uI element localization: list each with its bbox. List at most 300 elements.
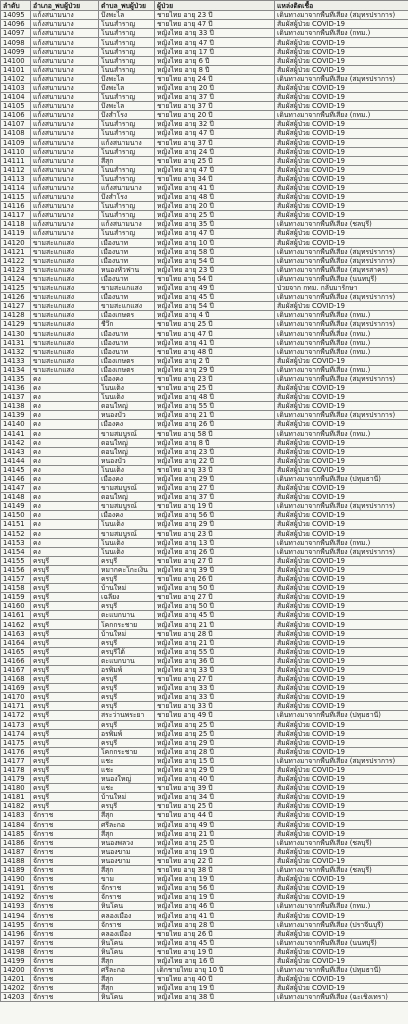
table-row	[1, 593, 408, 602]
table-row	[1, 584, 408, 593]
cell-district: ครบุรี	[31, 702, 99, 711]
cell-patient: ชายไทย อายุ 49 ปี	[155, 711, 275, 720]
cell-district: คง	[31, 529, 99, 538]
cell-subdistrict: ครบุรี	[99, 575, 155, 584]
cell-district: คง	[31, 384, 99, 393]
cell-order: 14173	[1, 720, 31, 729]
cell-subdistrict: โนนสำราญ	[99, 56, 155, 65]
cell-infection-source: สัมผัสผู้ป่วย COVID-19	[275, 565, 408, 574]
cell-order: 14188	[1, 856, 31, 865]
cell-patient: หญิงไทย อายุ 16 ปี	[155, 956, 275, 965]
cell-patient: หญิงไทย อายุ 26 ปี	[155, 547, 275, 556]
cell-subdistrict: เมืองนาท	[99, 347, 155, 356]
cell-patient: ชายไทย อายุ 47 ปี	[155, 20, 275, 29]
cell-infection-source: เดินทางมาจากพื้นที่เสี่ยง (กทม.)	[275, 111, 408, 120]
cell-subdistrict: ครบุรี	[99, 675, 155, 684]
cell-infection-source: สัมผัสผู้ป่วย COVID-19	[275, 38, 408, 47]
cell-subdistrict: ครบุรี	[99, 693, 155, 702]
table-row	[1, 829, 408, 838]
cell-subdistrict: โนนเต็ง	[99, 538, 155, 547]
cell-subdistrict: สีสุก	[99, 956, 155, 965]
table-row	[1, 284, 408, 293]
cell-order: 14134	[1, 365, 31, 374]
cell-infection-source: สัมผัสผู้ป่วย COVID-19	[275, 56, 408, 65]
table-row	[1, 665, 408, 674]
cell-order: 14151	[1, 520, 31, 529]
cell-order: 14193	[1, 902, 31, 911]
cell-district: ขามสะแกแสง	[31, 284, 99, 293]
cell-order: 14099	[1, 47, 31, 56]
table-row	[1, 629, 408, 638]
cell-infection-source: สัมผัสผู้ป่วย COVID-19	[275, 775, 408, 784]
table-row	[1, 875, 408, 884]
cell-infection-source: สัมผัสผู้ป่วย COVID-19	[275, 93, 408, 102]
table-row	[1, 438, 408, 447]
cell-infection-source: เดินทางมาจากพื้นที่เสี่ยง (กทม.)	[275, 429, 408, 438]
cell-infection-source: ป่วยจาก กทม. กลับมารักษา	[275, 284, 408, 293]
cell-order: 14143	[1, 447, 31, 456]
cell-infection-source: สัมผัสผู้ป่วย COVID-19	[275, 856, 408, 865]
cell-infection-source: สัมผัสผู้ป่วย COVID-19	[275, 556, 408, 565]
cell-district: จักราช	[31, 966, 99, 975]
cell-patient: หญิงไทย อายุ 17 ปี	[155, 47, 275, 56]
header-subdistrict: ตำบล_พบผู้ป่วย	[99, 1, 155, 11]
cell-subdistrict: ครบุรี	[99, 720, 155, 729]
cell-order: 14118	[1, 220, 31, 229]
cell-infection-source: สัมผัสผู้ป่วย COVID-19	[275, 238, 408, 247]
cell-patient: หญิงไทย อายุ 41 ปี	[155, 911, 275, 920]
cell-patient: หญิงไทย อายุ 27 ปี	[155, 484, 275, 493]
cell-subdistrict: สีสุก	[99, 829, 155, 838]
cell-order: 14161	[1, 611, 31, 620]
cell-subdistrict: จักราช	[99, 884, 155, 893]
cell-order: 14201	[1, 975, 31, 984]
cell-subdistrict: ศรีละกอ	[99, 966, 155, 975]
cell-infection-source: สัมผัสผู้ป่วย COVID-19	[275, 738, 408, 747]
cell-order: 14105	[1, 102, 31, 111]
cell-district: ครบุรี	[31, 756, 99, 765]
cell-district: ครบุรี	[31, 675, 99, 684]
cell-subdistrict: โนนเต็ง	[99, 393, 155, 402]
cell-order: 14197	[1, 938, 31, 947]
cell-subdistrict: บึงพะไล	[99, 74, 155, 83]
table-row	[1, 702, 408, 711]
cell-subdistrict: อรพิมพ์	[99, 665, 155, 674]
cell-district: ขามสะแกแสง	[31, 347, 99, 356]
cell-infection-source: เดินทางมาจากพื้นที่เสี่ยง (กทม.)	[275, 311, 408, 320]
cell-district: จักราช	[31, 838, 99, 847]
cell-subdistrict: ครบุรี	[99, 802, 155, 811]
cell-patient: หญิงไทย อายุ 35 ปี	[155, 220, 275, 229]
cell-district: ครบุรี	[31, 602, 99, 611]
table-row	[1, 938, 408, 947]
cell-infection-source: สัมผัสผู้ป่วย COVID-19	[275, 202, 408, 211]
cell-subdistrict: บ้านใหม่	[99, 793, 155, 802]
cell-infection-source: สัมผัสผู้ป่วย COVID-19	[275, 684, 408, 693]
cell-infection-source: เดินทางมาจากพื้นที่เสี่ยง (สมุทรปราการ)	[275, 411, 408, 420]
cell-district: แก้งสนามนาง	[31, 65, 99, 74]
cell-infection-source: สัมผัสผู้ป่วย COVID-19	[275, 584, 408, 593]
cell-infection-source: สัมผัสผู้ป่วย COVID-19	[275, 675, 408, 684]
cell-subdistrict: ขามสมบูรณ์	[99, 484, 155, 493]
table-row	[1, 693, 408, 702]
cell-district: ครบุรี	[31, 620, 99, 629]
table-row	[1, 520, 408, 529]
table-row	[1, 729, 408, 738]
cell-subdistrict: หนองใหญ่	[99, 775, 155, 784]
cell-order: 14167	[1, 665, 31, 674]
cell-patient: หญิงไทย อายุ 48 ปี	[155, 393, 275, 402]
cell-infection-source: สัมผัสผู้ป่วย COVID-19	[275, 802, 408, 811]
cell-subdistrict: โนนสำราญ	[99, 211, 155, 220]
cell-patient: หญิงไทย อายุ 33 ปี	[155, 29, 275, 38]
cell-subdistrict: สีสุก	[99, 156, 155, 165]
cell-infection-source: เดินทางมาจากพื้นที่เสี่ยง (ชลบุรี)	[275, 838, 408, 847]
cell-patient: หญิงไทย อายุ 21 ปี	[155, 411, 275, 420]
cell-patient: หญิงไทย อายุ 25 ปี	[155, 211, 275, 220]
case-table-body	[1, 11, 408, 1002]
cell-order: 14160	[1, 602, 31, 611]
table-row	[1, 429, 408, 438]
cell-subdistrict: เมืองคง	[99, 420, 155, 429]
cell-order: 14168	[1, 675, 31, 684]
cell-order: 14185	[1, 829, 31, 838]
cell-district: ครบุรี	[31, 720, 99, 729]
cell-district: ครบุรี	[31, 656, 99, 665]
cell-patient: ชายไทย อายุ 44 ปี	[155, 811, 275, 820]
cell-subdistrict: โนนเต็ง	[99, 520, 155, 529]
cell-patient: ชายไทย อายุ 26 ปี	[155, 575, 275, 584]
cell-infection-source: สัมผัสผู้ป่วย COVID-19	[275, 884, 408, 893]
cell-district: คง	[31, 374, 99, 383]
cell-subdistrict: โนนสำราญ	[99, 229, 155, 238]
cell-patient: หญิงไทย อายุ 37 ปี	[155, 493, 275, 502]
cell-infection-source: เดินทางมาจากพื้นที่เสี่ยง (กทม.)	[275, 538, 408, 547]
table-row	[1, 447, 408, 456]
table-row	[1, 183, 408, 192]
table-row	[1, 920, 408, 929]
cell-district: จักราช	[31, 884, 99, 893]
cell-patient: ชายไทย อายุ 37 ปี	[155, 138, 275, 147]
cell-patient: หญิงไทย อายุ 15 ปี	[155, 756, 275, 765]
cell-subdistrict: โนนสำราญ	[99, 38, 155, 47]
cell-infection-source: สัมผัสผู้ป่วย COVID-19	[275, 602, 408, 611]
cell-order: 14199	[1, 956, 31, 965]
cell-subdistrict: ชีวึก	[99, 320, 155, 329]
cell-order: 14149	[1, 502, 31, 511]
cell-infection-source: เดินทางมาจากพื้นที่เสี่ยง (กทม.)	[275, 365, 408, 374]
cell-patient: หญิงไทย อายุ 45 ปี	[155, 611, 275, 620]
cell-patient: หญิงไทย อายุ 47 ปี	[155, 129, 275, 138]
cell-patient: ชายไทย อายุ 23 ปี	[155, 11, 275, 20]
cell-infection-source: เดินทางมาจากพื้นที่เสี่ยง (ชลบุรี)	[275, 866, 408, 875]
cell-district: ครบุรี	[31, 611, 99, 620]
cell-infection-source: สัมผัสผู้ป่วย COVID-19	[275, 656, 408, 665]
cell-infection-source: สัมผัสผู้ป่วย COVID-19	[275, 393, 408, 402]
table-row	[1, 802, 408, 811]
cell-district: ครบุรี	[31, 784, 99, 793]
cell-subdistrict: เมืองคง	[99, 474, 155, 483]
cell-infection-source: สัมผัสผู้ป่วย COVID-19	[275, 929, 408, 938]
cell-district: คง	[31, 538, 99, 547]
table-row	[1, 765, 408, 774]
cell-district: จักราช	[31, 956, 99, 965]
cell-patient: ชายไทย อายุ 23 ปี	[155, 374, 275, 383]
cell-infection-source: สัมผัสผู้ป่วย COVID-19	[275, 511, 408, 520]
cell-infection-source: สัมผัสผู้ป่วย COVID-19	[275, 174, 408, 183]
cell-order: 14189	[1, 866, 31, 875]
cell-infection-source: สัมผัสผู้ป่วย COVID-19	[275, 456, 408, 465]
table-row	[1, 456, 408, 465]
cell-order: 14172	[1, 711, 31, 720]
cell-infection-source: สัมผัสผู้ป่วย COVID-19	[275, 356, 408, 365]
cell-patient: ชายไทย อายุ 22 ปี	[155, 856, 275, 865]
cell-infection-source: สัมผัสผู้ป่วย COVID-19	[275, 447, 408, 456]
cell-subdistrict: แชะ	[99, 765, 155, 774]
cell-infection-source: สัมผัสผู้ป่วย COVID-19	[275, 693, 408, 702]
cell-order: 14198	[1, 947, 31, 956]
table-row	[1, 129, 408, 138]
table-row	[1, 956, 408, 965]
cell-district: ขามสะแกแสง	[31, 302, 99, 311]
cell-subdistrict: โคกกระชาย	[99, 620, 155, 629]
cell-subdistrict: โนนเต็ง	[99, 384, 155, 393]
cell-infection-source: สัมผัสผู้ป่วย COVID-19	[275, 975, 408, 984]
table-row	[1, 529, 408, 538]
cell-order: 14128	[1, 311, 31, 320]
cell-patient: หญิงไทย อายุ 2 ปี	[155, 356, 275, 365]
cell-infection-source: เดินทางมาจากพื้นที่เสี่ยง (สมุทรปราการ)	[275, 256, 408, 265]
cell-patient: เด็กชายไทย อายุ 10 ปี	[155, 966, 275, 975]
cell-infection-source: สัมผัสผู้ป่วย COVID-19	[275, 847, 408, 856]
cell-subdistrict: ขามสะแกแสง	[99, 302, 155, 311]
cell-order: 14096	[1, 20, 31, 29]
cell-district: ครบุรี	[31, 775, 99, 784]
cell-district: ครบุรี	[31, 629, 99, 638]
cell-patient: หญิงไทย อายุ 55 ปี	[155, 647, 275, 656]
cell-order: 14148	[1, 493, 31, 502]
cell-infection-source: เดินทางมาจากพื้นที่เสี่ยง (สมุทรปราการ)	[275, 502, 408, 511]
cell-district: แก้งสนามนาง	[31, 111, 99, 120]
cell-patient: หญิงไทย อายุ 22 ปี	[155, 456, 275, 465]
cell-order: 14137	[1, 393, 31, 402]
table-row	[1, 120, 408, 129]
cell-district: ครบุรี	[31, 638, 99, 647]
cell-patient: หญิงไทย อายุ 56 ปี	[155, 511, 275, 520]
cell-infection-source: สัมผัสผู้ป่วย COVID-19	[275, 520, 408, 529]
cell-infection-source: สัมผัสผู้ป่วย COVID-19	[275, 956, 408, 965]
cell-subdistrict: เมืองนาท	[99, 293, 155, 302]
cell-patient: หญิงไทย อายุ 4 ปี	[155, 311, 275, 320]
cell-patient: หญิงไทย อายุ 58 ปี	[155, 247, 275, 256]
cell-patient: ชายไทย อายุ 34 ปี	[155, 174, 275, 183]
table-row	[1, 356, 408, 365]
cell-subdistrict: แชะ	[99, 756, 155, 765]
cell-patient: หญิงไทย อายุ 29 ปี	[155, 765, 275, 774]
cell-order: 14156	[1, 565, 31, 574]
cell-district: จักราช	[31, 920, 99, 929]
table-row	[1, 193, 408, 202]
cell-subdistrict: ดอนใหญ่	[99, 402, 155, 411]
cell-order: 14112	[1, 165, 31, 174]
cell-order: 14183	[1, 811, 31, 820]
table-row	[1, 229, 408, 238]
cell-subdistrict: ครบุรี	[99, 556, 155, 565]
cell-patient: หญิงไทย อายุ 47 ปี	[155, 165, 275, 174]
cell-subdistrict: โคกกระชาย	[99, 747, 155, 756]
cell-district: คง	[31, 447, 99, 456]
cell-order: 14135	[1, 374, 31, 383]
cell-subdistrict: เมืองคง	[99, 511, 155, 520]
cell-patient: หญิงไทย อายุ 19 ปี	[155, 984, 275, 993]
cell-subdistrict: ครบุรี	[99, 702, 155, 711]
cell-patient: หญิงไทย อายุ 39 ปี	[155, 565, 275, 574]
cell-district: แก้งสนามนาง	[31, 183, 99, 192]
cell-district: แก้งสนามนาง	[31, 156, 99, 165]
cell-patient: หญิงไทย อายุ 23 ปี	[155, 265, 275, 274]
cell-infection-source: สัมผัสผู้ป่วย COVID-19	[275, 47, 408, 56]
cell-patient: หญิงไทย อายุ 37 ปี	[155, 93, 275, 102]
cell-infection-source: เดินทางมาจากพื้นที่เสี่ยง (ปทุมธานี)	[275, 711, 408, 720]
cell-order: 14174	[1, 729, 31, 738]
cell-infection-source: สัมผัสผู้ป่วย COVID-19	[275, 620, 408, 629]
cell-district: ครบุรี	[31, 565, 99, 574]
table-row	[1, 484, 408, 493]
cell-patient: หญิงไทย อายุ 54 ปี	[155, 302, 275, 311]
cell-infection-source: สัมผัสผู้ป่วย COVID-19	[275, 820, 408, 829]
table-row	[1, 411, 408, 420]
cell-patient: หญิงไทย อายุ 19 ปี	[155, 847, 275, 856]
cell-district: แก้งสนามนาง	[31, 202, 99, 211]
table-row	[1, 511, 408, 520]
cell-infection-source: เดินทางมาจากพื้นที่เสี่ยง (สมุทรปราการ)	[275, 247, 408, 256]
cell-infection-source: เดินทางมาจากพื้นที่เสี่ยง (ปทุมธานี)	[275, 474, 408, 483]
cell-infection-source: สัมผัสผู้ป่วย COVID-19	[275, 875, 408, 884]
cell-order: 14113	[1, 174, 31, 183]
header-row	[1, 1, 408, 11]
cell-infection-source: สัมผัสผู้ป่วย COVID-19	[275, 811, 408, 820]
table-row	[1, 111, 408, 120]
cell-patient: หญิงไทย อายุ 36 ปี	[155, 656, 275, 665]
cell-subdistrict: โนนสำราญ	[99, 65, 155, 74]
table-row	[1, 711, 408, 720]
table-row	[1, 374, 408, 383]
cell-infection-source: สัมผัสผู้ป่วย COVID-19	[275, 747, 408, 756]
cell-patient: หญิงไทย อายุ 33 ปี	[155, 665, 275, 674]
cell-infection-source: สัมผัสผู้ป่วย COVID-19	[275, 65, 408, 74]
cell-patient: หญิงไทย อายุ 20 ปี	[155, 83, 275, 92]
cell-infection-source: สัมผัสผู้ป่วย COVID-19	[275, 529, 408, 538]
cell-patient: ชายไทย อายุ 47 ปี	[155, 329, 275, 338]
table-row	[1, 156, 408, 165]
cell-infection-source: เดินทางมาจากพื้นที่เสี่ยง (กทม.)	[275, 338, 408, 347]
cell-infection-source: สัมผัสผู้ป่วย COVID-19	[275, 638, 408, 647]
table-row	[1, 638, 408, 647]
cell-district: แก้งสนามนาง	[31, 229, 99, 238]
cell-patient: ชายไทย อายุ 39 ปี	[155, 784, 275, 793]
cell-district: แก้งสนามนาง	[31, 11, 99, 20]
cell-order: 14108	[1, 129, 31, 138]
cell-order: 14133	[1, 356, 31, 365]
cell-patient: ชายไทย อายุ 19 ปี	[155, 947, 275, 956]
cell-subdistrict: โนนสำราญ	[99, 20, 155, 29]
cell-patient: หญิงไทย อายุ 45 ปี	[155, 293, 275, 302]
table-row	[1, 775, 408, 784]
cell-order: 14136	[1, 384, 31, 393]
cell-district: ขามสะแกแสง	[31, 338, 99, 347]
cell-infection-source: สัมผัสผู้ป่วย COVID-19	[275, 765, 408, 774]
cell-subdistrict: เมืองนาท	[99, 247, 155, 256]
cell-patient: หญิงไทย อายุ 19 ปี	[155, 893, 275, 902]
table-row	[1, 756, 408, 765]
cell-order: 14191	[1, 884, 31, 893]
cell-district: คง	[31, 429, 99, 438]
cell-district: คง	[31, 493, 99, 502]
cell-district: คง	[31, 393, 99, 402]
cell-patient: หญิงไทย อายุ 23 ปี	[155, 447, 275, 456]
cell-order: 14110	[1, 147, 31, 156]
cell-order: 14157	[1, 575, 31, 584]
table-row	[1, 984, 408, 993]
cell-subdistrict: หนองพลวง	[99, 838, 155, 847]
cell-subdistrict: สีสุก	[99, 975, 155, 984]
cell-district: จักราช	[31, 820, 99, 829]
table-row	[1, 902, 408, 911]
cell-infection-source: สัมผัสผู้ป่วย COVID-19	[275, 893, 408, 902]
header-order: ลำดับ	[1, 1, 31, 11]
cell-order: 14140	[1, 420, 31, 429]
cell-order: 14106	[1, 111, 31, 120]
cell-infection-source: สัมผัสผู้ป่วย COVID-19	[275, 438, 408, 447]
cell-subdistrict: ขาม	[99, 875, 155, 884]
table-row	[1, 720, 408, 729]
table-row	[1, 684, 408, 693]
cell-patient: หญิงไทย อายุ 21 ปี	[155, 620, 275, 629]
table-row	[1, 866, 408, 875]
table-row	[1, 465, 408, 474]
cell-infection-source: เดินทางมาจากพื้นที่เสี่ยง (สมุทรปราการ)	[275, 11, 408, 20]
cell-patient: ชายไทย อายุ 48 ปี	[155, 347, 275, 356]
cell-infection-source: เดินทางมาจากพื้นที่เสี่ยง (กทม.)	[275, 29, 408, 38]
cell-subdistrict: หินโคน	[99, 947, 155, 956]
cell-district: คง	[31, 411, 99, 420]
cell-infection-source: เดินทางมาจากพื้นที่เสี่ยง (ปราจีนบุรี)	[275, 920, 408, 929]
cell-infection-source: สัมผัสผู้ป่วย COVID-19	[275, 611, 408, 620]
cell-subdistrict: ขามสมบูรณ์	[99, 529, 155, 538]
cell-order: 14119	[1, 229, 31, 238]
cell-district: แก้งสนามนาง	[31, 193, 99, 202]
cell-subdistrict: โนนเต็ง	[99, 465, 155, 474]
cell-subdistrict: ครบุรี	[99, 602, 155, 611]
cell-order: 14175	[1, 738, 31, 747]
cell-district: คง	[31, 502, 99, 511]
table-row	[1, 602, 408, 611]
cell-district: จักราช	[31, 866, 99, 875]
cell-patient: ชายไทย อายุ 23 ปี	[155, 529, 275, 538]
cell-district: แก้งสนามนาง	[31, 174, 99, 183]
cell-patient: หญิงไทย อายุ 25 ปี	[155, 729, 275, 738]
cell-infection-source: สัมผัสผู้ป่วย COVID-19	[275, 947, 408, 956]
cell-infection-source: สัมผัสผู้ป่วย COVID-19	[275, 211, 408, 220]
cell-district: ครบุรี	[31, 693, 99, 702]
cell-district: แก้งสนามนาง	[31, 47, 99, 56]
cell-patient: ชายไทย อายุ 28 ปี	[155, 629, 275, 638]
cell-subdistrict: หนองบัว	[99, 456, 155, 465]
table-row	[1, 820, 408, 829]
cell-patient: ชายไทย อายุ 33 ปี	[155, 465, 275, 474]
cell-order: 14129	[1, 320, 31, 329]
cell-district: ครบุรี	[31, 593, 99, 602]
